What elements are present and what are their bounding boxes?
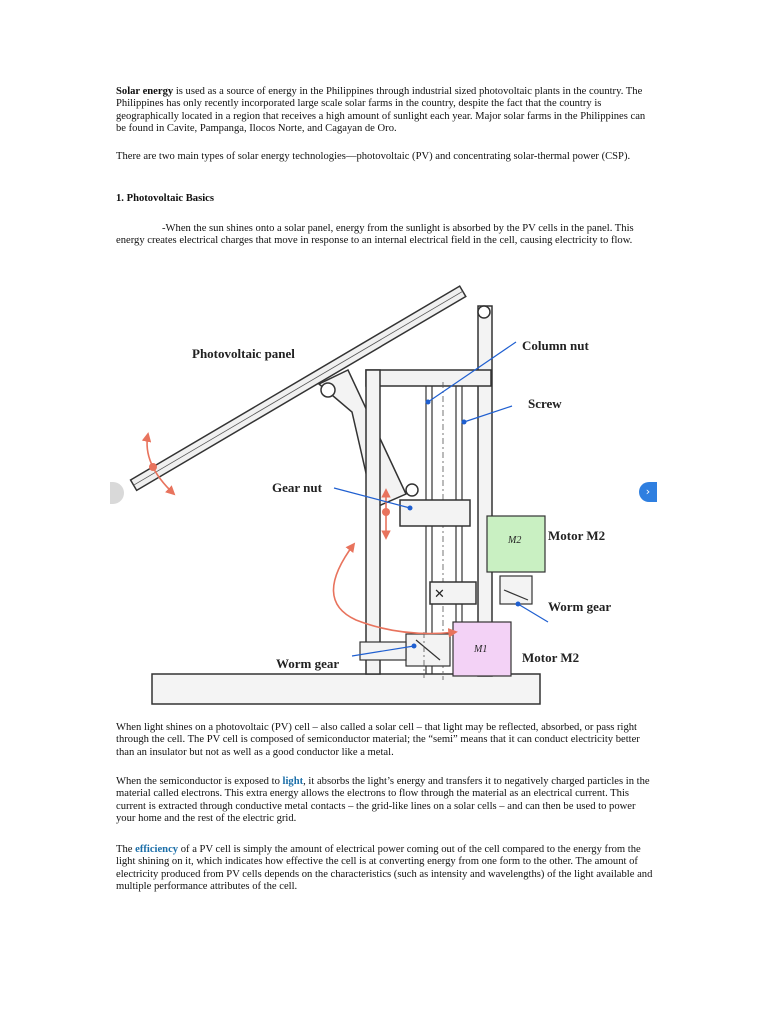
label-gear-nut: Gear nut [272,480,322,495]
label-photovoltaic-panel: Photovoltaic panel [192,346,295,361]
label-worm-gear-left: Worm gear [276,656,340,671]
pv-cell-text: When light shines on a photovoltaic (PV) cell – also called a solar cell – that light may be reflected, absorbed, or pass right through the cell. The PV cell is composed of semiconductor material; the “semi” means that it can conduct electricity better than an insulator but not as well as a good conductor like a metal. [116,722,640,758]
sun-text: -When the sun shines onto a solar panel, energy from the sunlight is absorbed by the PV cells in the panel. This energy creates electrical charges that move in response to an internal electrical field in the cell, causing electricity to flow. [116,223,634,247]
semiconductor-paragraph [116,776,654,826]
intro-paragraph [116,86,654,136]
base-plate [152,674,540,704]
cross-mark: ✕ [434,586,445,601]
types-text: There are two main types of solar energy technologies—photovoltaic (PV) and concentrating solar-thermal power (CSP). [116,151,631,162]
types-paragraph [116,151,654,163]
efficiency-paragraph [116,844,654,894]
efficiency-text-start: The [116,844,136,855]
intro-text: is used as a source of energy in the Philippines through industrial sized photovoltaic plants in the country. The Philippines has only recently incorporated large scale solar farms in the country, despite the fact that the country is geographically located in a region that receives a high amount of sunlight each year. Major solar farms in the Philippines can be found in Cavite, Pampanga, Ilocos Norte, and Cagayan de Oro. [116,86,646,135]
efficiency-text-end: of a PV cell is simply the amount of electrical power coming out of the cell compared to the energy from the light shining on it, which indicates how effective the cell is at converting energy from one form to the other. The amount of electricity produced from PV cells depends on the characteristics (such as intensity and wavelengths) of the light available and multiple performance attributes of the cell. [116,844,653,893]
sun-paragraph [116,223,654,248]
chevron-right-icon: › [645,485,651,498]
efficiency-link[interactable]: efficiency [135,844,179,855]
label-worm-gear-right: Worm gear [548,599,612,614]
semiconductor-text-end: , it absorbs the light’s energy and transfers it to negatively charged particles in the material called electrons. This extra energy allows the electrons to flow through the material as an electrical current. This current is extracted through conductive metal contacts – the grid-like lines on a solar cells – and can then be used to power your home and the rest of the electric grid. [116,776,650,825]
motor-m2-box-label: M2 [508,535,522,546]
carousel-next-button[interactable] [639,482,657,502]
pv-cell-paragraph [116,722,654,759]
semiconductor-text-start: When the semiconductor is exposed to [116,776,283,787]
solar-tracker-diagram [116,260,652,708]
light-link[interactable]: light [282,776,304,787]
label-column-nut: Column nut [522,338,589,353]
gear-nut-block [400,500,470,526]
label-motor-upper: Motor M2 [548,528,606,543]
solar-panel [131,286,466,490]
label-motor-lower: Motor M2 [522,650,580,665]
section-heading: 1. Photovoltaic Basics [116,193,214,204]
label-screw: Screw [528,396,562,411]
right-post [478,306,492,676]
solar-energy-term: Solar energy [116,86,174,97]
motor-m1-box-label: M1 [474,644,488,655]
